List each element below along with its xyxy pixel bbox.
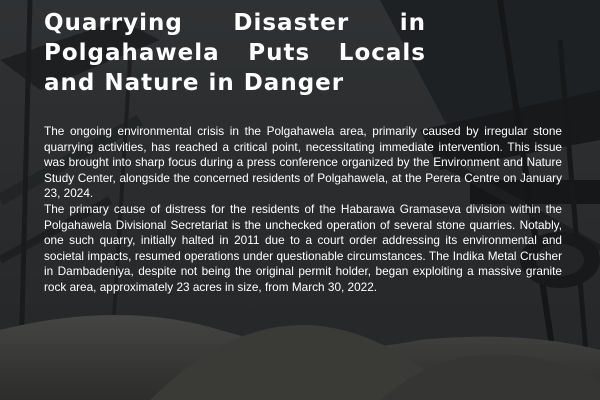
article-title: Quarrying Disaster in Polgahawela Puts Locals and Nature in Danger <box>44 10 426 96</box>
article-paragraph-2: The primary cause of distress for the residents of the Habarawa Gramaseva division within the Polgahawela Divisional Secretariat is the unchecked operation of several stone quarries. Notably, one such quarry, initially halted in 2011 due to a court order addressing its environmental and societal impacts, resumed operations under questionable circumstances. The Indika Metal Crusher in Dambadeniya, despite not being the original permit holder, began exploiting a massive granite rock area, approximately 23 acres in size, from March 30, 2022. <box>44 201 562 294</box>
article-paragraph-1: The ongoing environmental crisis in the Polgahawela area, primarily caused by irregular stone quarrying activities, has reached a critical point, necessitating immediate intervention. This issue was brought into sharp focus during a press conference organized by the Environment and Nature Study Center, alongside the concerned residents of Polgahawela, at the Perera Centre on January 23, 2024. <box>44 124 562 201</box>
article-body <box>44 124 562 296</box>
